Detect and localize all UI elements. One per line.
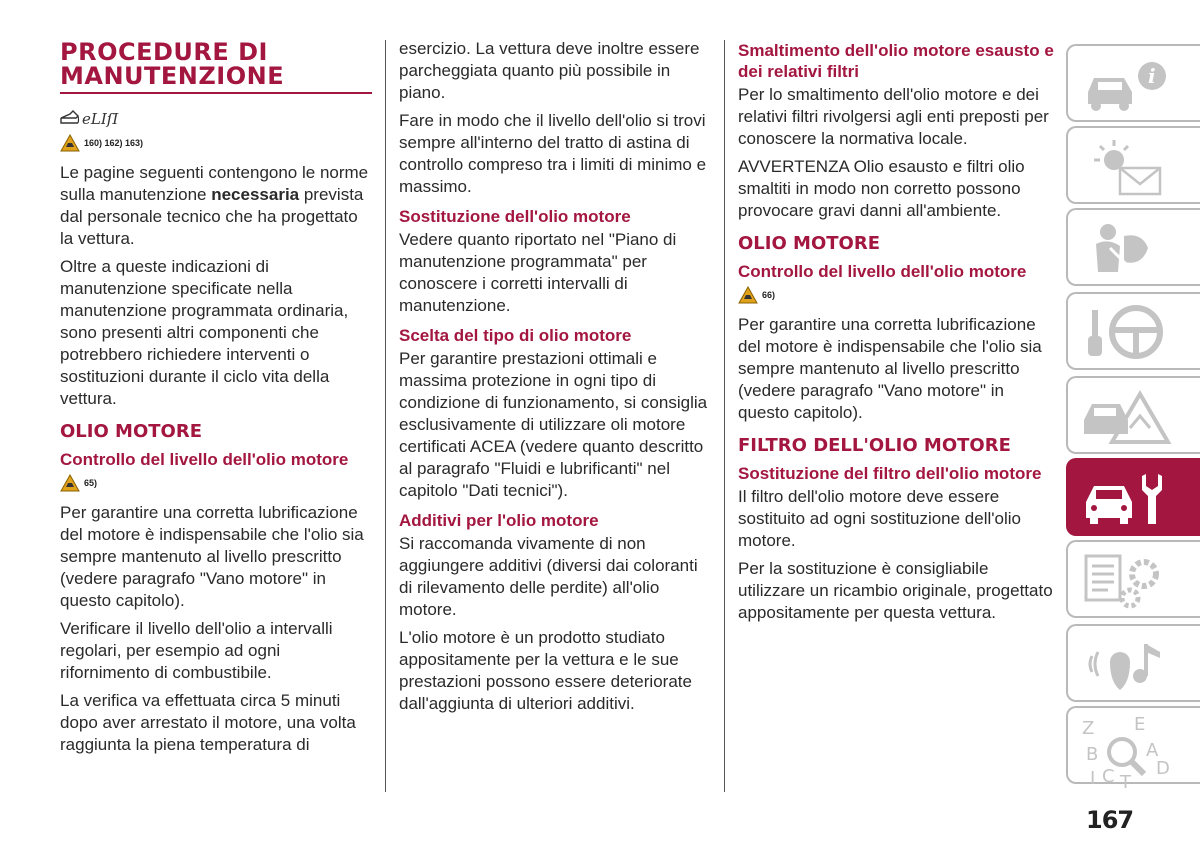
warning-icon xyxy=(60,134,80,152)
svg-text:I: I xyxy=(1090,768,1096,789)
warning-icon xyxy=(60,474,80,492)
page-title: PROCEDURE DI MANUTENZIONE xyxy=(60,40,372,94)
tab-specs[interactable] xyxy=(1066,540,1200,618)
column-divider xyxy=(385,40,386,792)
subsection-heading: Additivi per l'olio motore xyxy=(399,511,599,530)
subsection-heading: Controllo del livello dell'olio motore xyxy=(738,262,1027,281)
paragraph: Per garantire una corretta lubrificazione del motore è indispensabile che l'olio sia sempre mantenuto al livello prescritto (vedere paragrafo "Vano motore" in questo capitolo). xyxy=(738,315,1042,422)
svg-text:E: E xyxy=(1134,714,1146,735)
subsection-heading: Controllo del livello dell'olio motore xyxy=(60,450,349,469)
svg-text:C: C xyxy=(1102,766,1115,787)
warning-reference xyxy=(60,472,372,494)
subsection-heading: Scelta del tipo di olio motore xyxy=(399,326,632,345)
warning-refs: 65) xyxy=(84,478,98,488)
section-heading: OLIO MOTORE xyxy=(738,233,880,254)
car-wrench-icon xyxy=(1080,466,1176,530)
oil-brand-logo-icon xyxy=(60,106,124,128)
page-number: 167 xyxy=(1086,806,1134,834)
paragraph: Verificare il livello dell'olio a intervalli regolari, per esempio ad ogni rifornimento di combustibile. xyxy=(60,619,333,682)
svg-text:eLIſI: eLIſI xyxy=(82,110,119,128)
warning-reference xyxy=(60,132,372,154)
tab-lights[interactable] xyxy=(1066,126,1200,204)
car-info-icon xyxy=(1080,52,1176,116)
column-divider xyxy=(724,40,725,792)
intro-paragraph: Le pagine seguenti contengono le norme sulla manutenzione necessaria prevista dal personale tecnico che ha progettato la vettura. xyxy=(60,163,369,248)
paragraph: La verifica va effettuata circa 5 minuti dopo aver arrestato il motore, una volta raggiunta la piena temperatura di xyxy=(60,691,356,754)
svg-text:T: T xyxy=(1120,772,1131,793)
key-steering-icon xyxy=(1080,300,1176,364)
svg-text:B: B xyxy=(1086,744,1099,765)
paragraph: Per garantire prestazioni ottimali e massima protezione in ogni tipo di condizione di funzionamento, si consiglia esclusivamente di utilizzare oli motore certificati ACEA (vedere quanto descritto al paragrafo "Fluidi e lubrificanti" nel capitolo "Dati tecnici"). xyxy=(399,349,708,500)
multimedia-icon xyxy=(1080,632,1176,696)
paragraph: esercizio. La vettura deve inoltre essere parcheggiata quanto più possibile in piano. xyxy=(399,39,700,102)
specs-gear-icon xyxy=(1080,548,1176,612)
car-warning-icon xyxy=(1080,384,1176,448)
subsection-heading: Sostituzione dell'olio motore xyxy=(399,207,631,226)
section-heading: OLIO MOTORE xyxy=(60,421,202,442)
paragraph: Fare in modo che il livello dell'olio si trovi sempre all'interno del tratto di astina di controllo compreso tra i limiti di minimo e massimo. xyxy=(399,111,707,196)
paragraph: Il filtro dell'olio motore deve essere sostituito ad ogni sostituzione dell'olio motore. xyxy=(738,487,1021,550)
tab-emergency[interactable] xyxy=(1066,376,1200,454)
paragraph: Per garantire una corretta lubrificazione del motore è indispensabile che l'olio sia sempre mantenuto al livello prescritto (vedere paragrafo "Vano motore" in questo capitolo). xyxy=(60,503,364,610)
tab-multimedia[interactable] xyxy=(1066,624,1200,702)
column-3 xyxy=(738,38,1056,630)
olio-logo xyxy=(60,106,372,128)
subsection-heading: Sostituzione del filtro dell'olio motore xyxy=(738,464,1042,483)
column-2 xyxy=(399,38,711,721)
warning-refs: 66) xyxy=(762,290,776,300)
svg-text:Z: Z xyxy=(1082,718,1095,739)
tab-safety[interactable] xyxy=(1066,208,1200,286)
paragraph: Per lo smaltimento dell'olio motore e dei relativi filtri rivolgersi agli enti preposti per conoscere la normativa locale. xyxy=(738,85,1049,148)
paragraph: Si raccomanda vivamente di non aggiungere additivi (diversi dai coloranti di rilevamento delle perdite) all'olio motore. xyxy=(399,534,698,619)
paragraph: Vedere quanto riportato nel "Piano di manutenzione programmata" per conoscere i corretti intervalli di manutenzione. xyxy=(399,230,677,315)
tab-maintenance[interactable] xyxy=(1066,458,1200,536)
tab-index[interactable] xyxy=(1066,706,1200,793)
column-1 xyxy=(60,38,372,762)
paragraph: L'olio motore è un prodotto studiato appositamente per la vettura e le sue prestazioni possono essere deteriorate dall'aggiunta di ulteriori additivi. xyxy=(399,628,692,713)
section-heading: FILTRO DELL'OLIO MOTORE xyxy=(738,435,1011,456)
warning-refs: 160) 162) 163) xyxy=(84,138,144,148)
lights-mail-icon xyxy=(1080,134,1176,198)
warning-icon xyxy=(738,286,758,304)
paragraph: Per la sostituzione è consigliabile utilizzare un ricambio originale, progettato appositamente per questa vettura. xyxy=(738,559,1053,622)
tab-start-drive[interactable] xyxy=(1066,292,1200,370)
subsection-heading: Smaltimento dell'olio motore esausto e dei relativi filtri xyxy=(738,41,1054,81)
index-search-icon xyxy=(1080,714,1176,794)
paragraph: AVVERTENZA Olio esausto e filtri olio smaltiti in modo non corretto possono provocare gravi danni all'ambiente. xyxy=(738,157,1025,220)
svg-text:D: D xyxy=(1156,758,1170,779)
paragraph: Oltre a queste indicazioni di manutenzione specificate nella manutenzione programmata ordinaria, sono presenti altri componenti che potrebbero richiedere interventi o sostituzioni durante il ciclo vita della vettura. xyxy=(60,257,349,408)
airbag-safety-icon xyxy=(1080,216,1176,280)
svg-text:i: i xyxy=(1148,64,1156,88)
warning-reference xyxy=(738,284,1056,306)
tab-car-info[interactable] xyxy=(1066,44,1200,122)
svg-text:A: A xyxy=(1146,740,1159,761)
